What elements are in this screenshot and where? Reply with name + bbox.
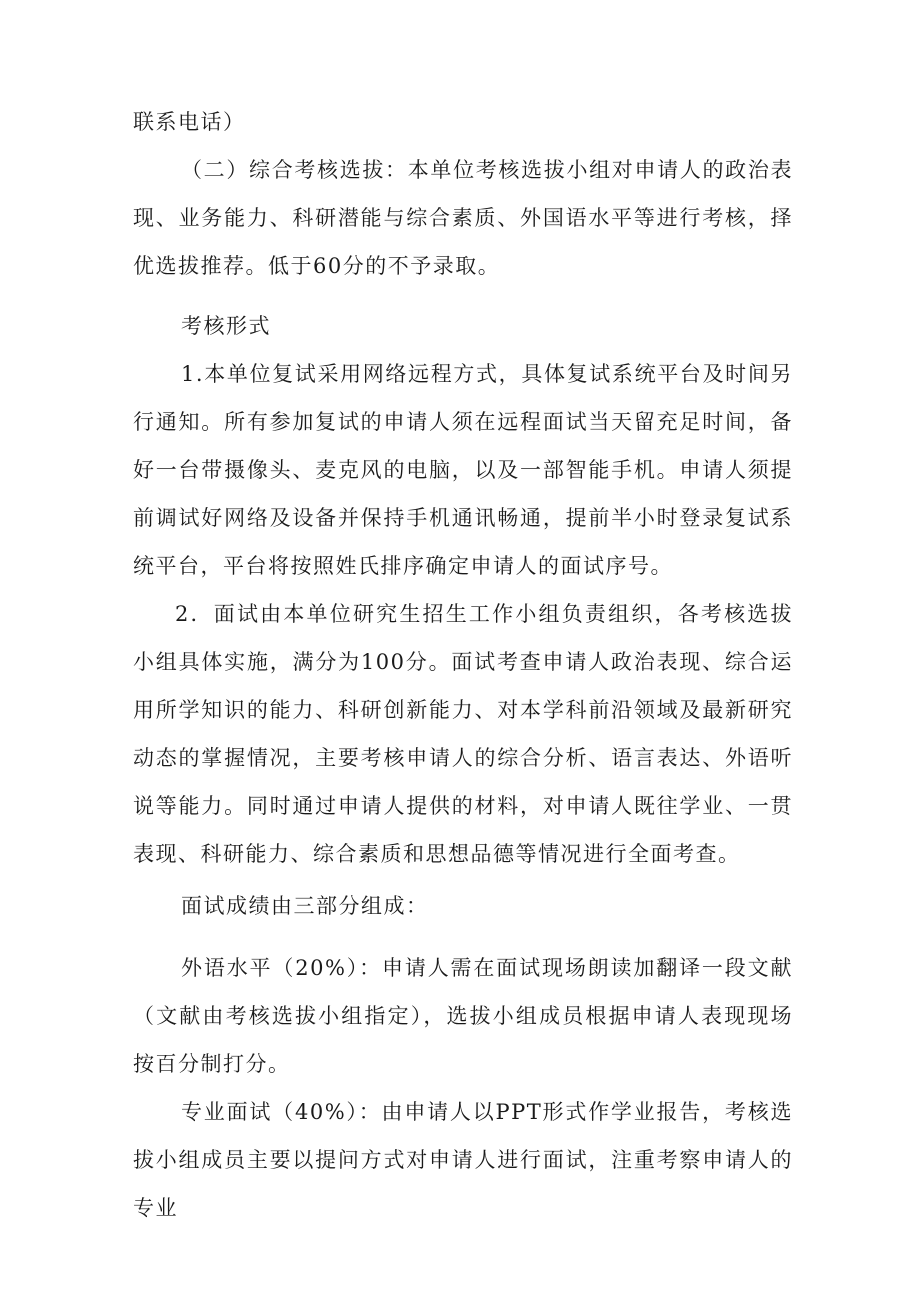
paragraph-foreign-language-level: 外语水平（20%）：申请人需在面试现场朗读加翻译一段文献（文献由考核选拔小组指定），选拔小组成员根据申请人表现现场按百分制打分。 — [133, 956, 793, 1076]
paragraph-contact-phone: 联系电话） — [133, 110, 246, 134]
paragraph-item-2-interview-organization: 2．面试由本单位研究生招生工作小组负责组织，各考核选拔小组具体实施，满分为100分。面试考查申请人政治表现、综合运用所学知识的能力、科研创新能力、对本学科前沿领域及最新研究动态的掌握情况，主要考核申请人的综合分析、语言表达、外语听说等能力。同时通过申请人提供的材料，对申请人既往学业、一贯表现、科研能力、综合素质和思想品德等情况进行全面考查。 — [133, 602, 793, 866]
paragraph-comprehensive-assessment: （二）综合考核选拔：本单位考核选拔小组对申请人的政治表现、业务能力、科研潜能与综合素质、外国语水平等进行考核，择优选拔推荐。低于60分的不予录取。 — [133, 158, 793, 278]
heading-assessment-form: 考核形式 — [181, 314, 271, 338]
paragraph-interview-score-composition: 面试成绩由三部分组成： — [181, 894, 429, 918]
paragraph-item-1-remote-interview: 1.本单位复试采用网络远程方式，具体复试系统平台及时间另行通知。所有参加复试的申请人须在远程面试当天留充足时间，备好一台带摄像头、麦克风的电脑，以及一部智能手机。申请人须提前调试好网络及设备并保持手机通讯畅通，提前半小时登录复试系统平台，平台将按照姓氏排序确定申请人的面试序号。 — [133, 362, 793, 578]
paragraph-professional-interview: 专业面试（40%）：由申请人以PPT形式作学业报告，考核选拔小组成员主要以提问方式对申请人进行面试，注重考察申请人的专业 — [133, 1100, 793, 1220]
